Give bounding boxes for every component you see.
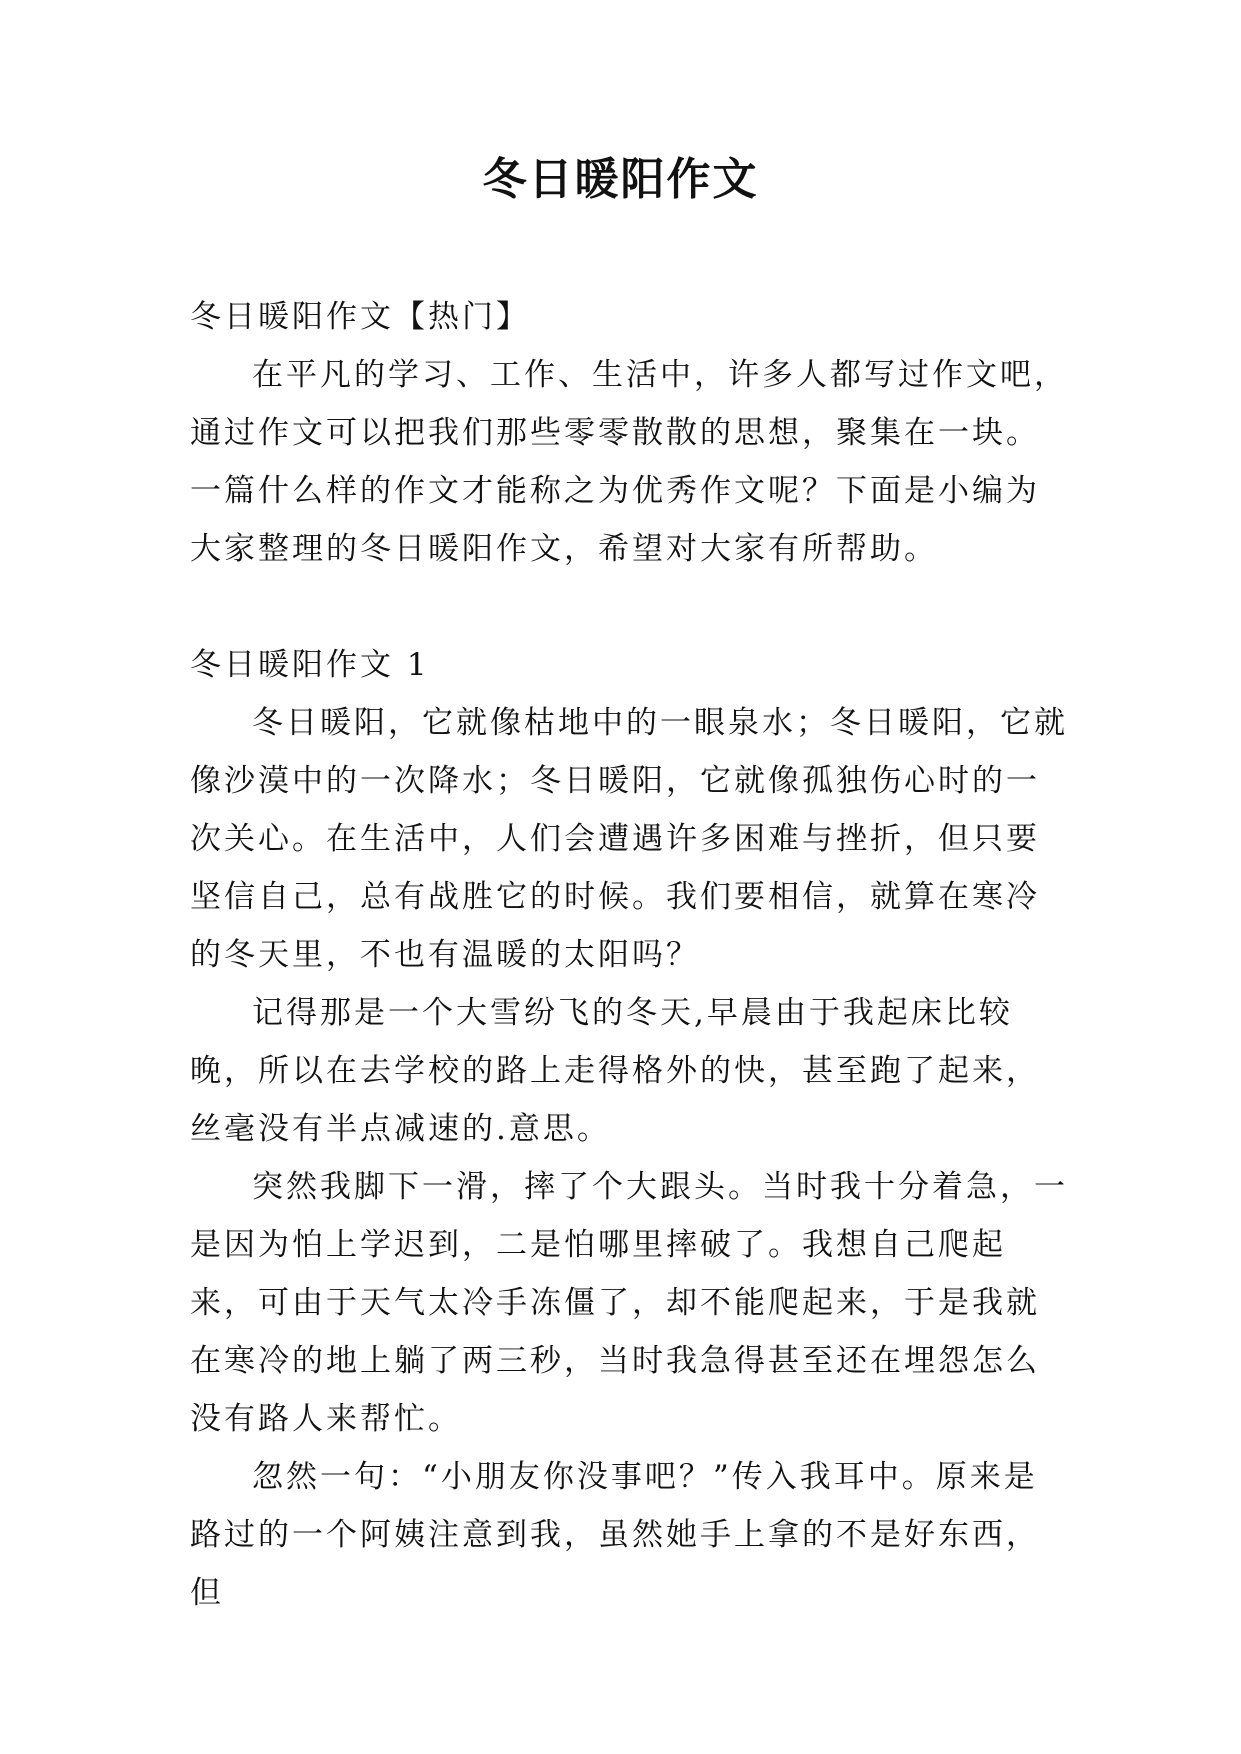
- body-paragraph-2: 记得那是一个大雪纷飞的冬天,早晨由于我起床比较晚，所以在去学校的路上走得格外的快，甚至跑了起来，丝毫没有半点减速的.意思。: [190, 995, 1040, 1147]
- document-body: [190, 288, 1070, 1622]
- body-paragraph-3: 突然我脚下一滑，摔了个大跟头。当时我十分着急，一是因为怕上学迟到，二是怕哪里摔破了。我想自己爬起来，可由于天气太冷手冻僵了，却不能爬起来，于是我就在寒冷的地上躺了两三秒，当时我急得甚至还在埋怨怎么没有路人来帮忙。: [190, 1169, 1068, 1437]
- intro-paragraph: 在平凡的学习、工作、生活中，许多人都写过作文吧，通过作文可以把我们那些零零散散的思想，聚集在一块。一篇什么样的作文才能称之为优秀作文呢？下面是小编为大家整理的冬日暖阳作文，希望对大家有所帮助。: [190, 357, 1068, 567]
- body-paragraph-1: 冬日暖阳，它就像枯地中的一眼泉水；冬日暖阳，它就像沙漠中的一次降水；冬日暖阳，它就像孤独伤心时的一次关心。在生活中，人们会遭遇许多困难与挫折，但只要坚信自己，总有战胜它的时候。我们要相信，就算在寒冷的冬天里，不也有温暖的太阳吗？: [190, 705, 1068, 973]
- section-spacer: [190, 578, 1070, 636]
- intro-heading: 冬日暖阳作文【热门】: [190, 299, 530, 335]
- body-paragraph-4: 忽然一句：“小朋友你没事吧？”传入我耳中。原来是路过的一个阿姨注意到我，虽然她手上拿的不是好东西，但: [190, 1459, 1040, 1611]
- document-title: 冬日暖阳作文: [482, 154, 759, 205]
- section-heading: 冬日暖阳作文 1: [190, 647, 430, 683]
